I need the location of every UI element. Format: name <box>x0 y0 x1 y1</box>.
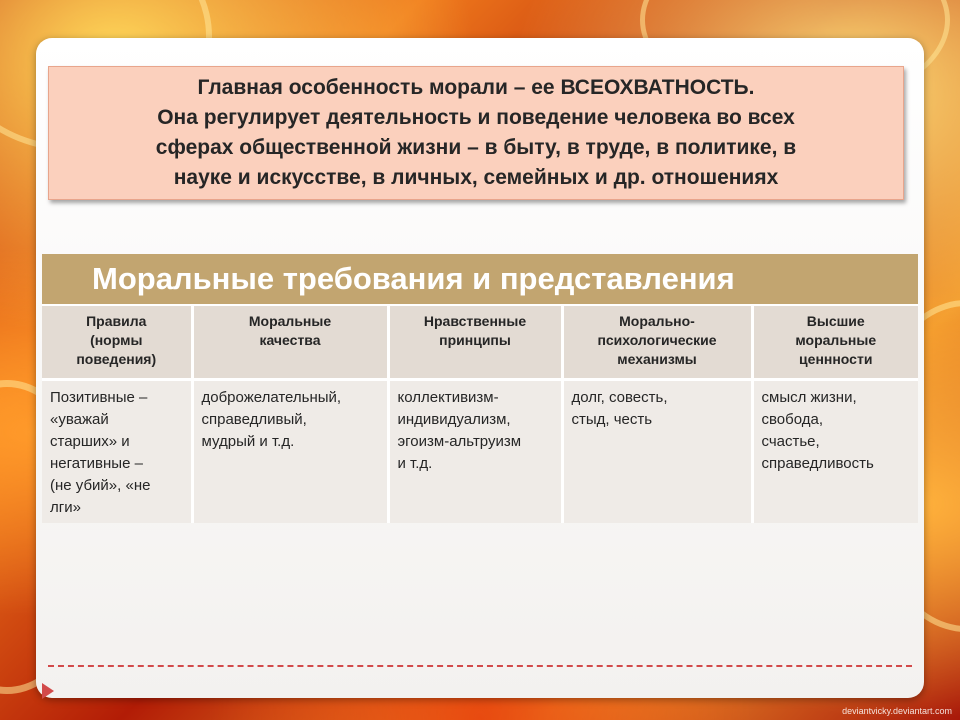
header-line: Правила <box>86 313 147 329</box>
cell-line: эгоизм-альтруизм <box>397 433 522 450</box>
cell-line: индивидуализм, <box>397 411 511 428</box>
header-rules <box>42 305 192 380</box>
header-line: Моральные <box>248 313 332 329</box>
cell-line: свобода, <box>761 411 824 428</box>
header-line: качества <box>259 332 321 348</box>
cell-line: «уважай <box>50 411 109 428</box>
cell-line: справедливый, <box>201 411 307 428</box>
cell-line: коллективизм- <box>397 389 499 406</box>
cell-higher-values <box>752 380 918 524</box>
header-line: Нравственные <box>423 313 527 329</box>
header-line: (нормы <box>90 332 143 348</box>
cell-line: справедливость <box>761 455 874 472</box>
cell-line: стыд, честь <box>571 411 653 428</box>
cell-rules <box>42 380 192 524</box>
callout-line: науке и искусстве, в личных, семейных и др. отношениях <box>173 166 779 189</box>
header-line: моральные <box>795 332 877 348</box>
watermark: deviantvicky.deviantart.com <box>842 706 952 716</box>
callout-line: Главная особенность морали – ее ВСЕОХВАТНОСТЬ. <box>197 76 755 99</box>
header-line: Морально- <box>619 313 695 329</box>
cell-line: доброжелательный, <box>201 389 342 406</box>
header-mechanisms <box>562 305 752 380</box>
table-title: Моральные требования и представления <box>42 254 918 304</box>
cell-moral-qualities <box>192 380 388 524</box>
header-principles <box>388 305 562 380</box>
header-moral-qualities <box>192 305 388 380</box>
cell-line: смысл жизни, <box>761 389 857 406</box>
header-line: механизмы <box>617 351 697 367</box>
cell-line: негативные – <box>50 455 143 472</box>
header-line: психологические <box>597 332 717 348</box>
header-line: ценнности <box>799 351 873 367</box>
header-line: поведения) <box>76 351 157 367</box>
moral-requirements-table <box>42 254 918 523</box>
header-line: Высшие <box>806 313 865 329</box>
table-header-row <box>42 305 918 380</box>
cell-line: мудрый и т.д. <box>201 433 295 450</box>
cell-line: долг, совесть, <box>571 389 668 406</box>
header-line: принципы <box>439 332 511 348</box>
cell-line: счастье, <box>761 433 820 450</box>
footer-divider <box>48 665 912 667</box>
table-row <box>42 380 918 524</box>
cell-line: и т.д. <box>397 455 433 472</box>
cell-mechanisms <box>562 380 752 524</box>
cell-principles <box>388 380 562 524</box>
header-higher-values <box>752 305 918 380</box>
cell-line: (не убий», «не <box>50 477 151 494</box>
cell-line: старших» и <box>50 433 130 450</box>
cell-line: Позитивные – <box>50 389 148 406</box>
cell-line: лги» <box>50 499 81 516</box>
requirements-grid <box>42 304 918 523</box>
next-slide-arrow-icon[interactable] <box>42 683 54 699</box>
morality-callout <box>48 66 904 200</box>
callout-line: Она регулирует деятельность и поведение человека во всех <box>157 106 795 129</box>
callout-line: сферах общественной жизни – в быту, в труде, в политике, в <box>155 136 797 159</box>
